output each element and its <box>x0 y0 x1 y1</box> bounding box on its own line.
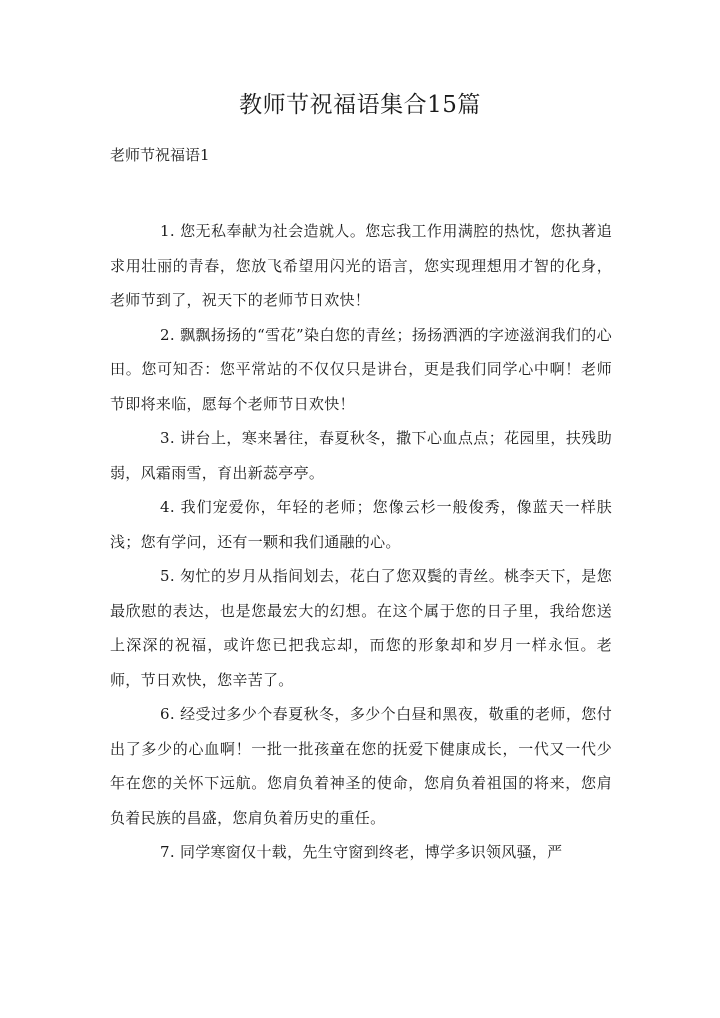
paragraph-2: 2. 飘飘扬扬的“雪花”染白您的青丝；扬扬洒洒的字迹滋润我们的心田。您可知否：您平常站的不仅仅只是讲台，更是我们同学心中啊！老师节即将来临，愿每个老师节日欢快！ <box>110 325 612 413</box>
section-heading: 老师节祝福语1 <box>110 146 210 164</box>
document-title: 教师节祝福语集合15篇 <box>239 92 481 118</box>
paragraph-7: 7. 同学寒窗仅十载，先生守窗到终老，博学多识领风骚，严 <box>160 843 563 861</box>
paragraph-5: 5. 匆忙的岁月从指间划去，花白了您双鬓的青丝。桃李天下，是您最欣慰的表达，也是您最宏大的幻想。在这个属于您的日子里，我给您送上深深的祝福，或许您已把我忘却，而您的形象却和岁月一样永恒。老师，节日欢快，您辛苦了。 <box>110 567 612 689</box>
paragraph-1: 1. 您无私奉献为社会造就人。您忘我工作用满腔的热忱，您执著追求用壮丽的青春，您放飞希望用闪光的语言，您实现理想用才智的化身，老师节到了，祝天下的老师节日欢快！ <box>110 222 612 309</box>
paragraph-6: 6. 经受过多少个春夏秋冬，多少个白昼和黑夜，敬重的老师，您付出了多少的心血啊！一批一批孩童在您的抚爱下健康成长，一代又一代少年在您的关怀下远航。您肩负着神圣的使命，您肩负着祖国的将来，您肩负着民族的昌盛，您肩负着历史的重任。 <box>110 705 612 827</box>
paragraph-4: 4. 我们宠爱你，年轻的老师；您像云杉一般俊秀，像蓝天一样肤浅；您有学问，还有一颗和我们通融的心。 <box>110 498 612 551</box>
document-body <box>110 214 612 870</box>
paragraph-3: 3. 讲台上，寒来暑往，春夏秋冬，撒下心血点点；花园里，扶残助弱，风霜雨雪，育出新蕊亭亭。 <box>110 429 612 482</box>
